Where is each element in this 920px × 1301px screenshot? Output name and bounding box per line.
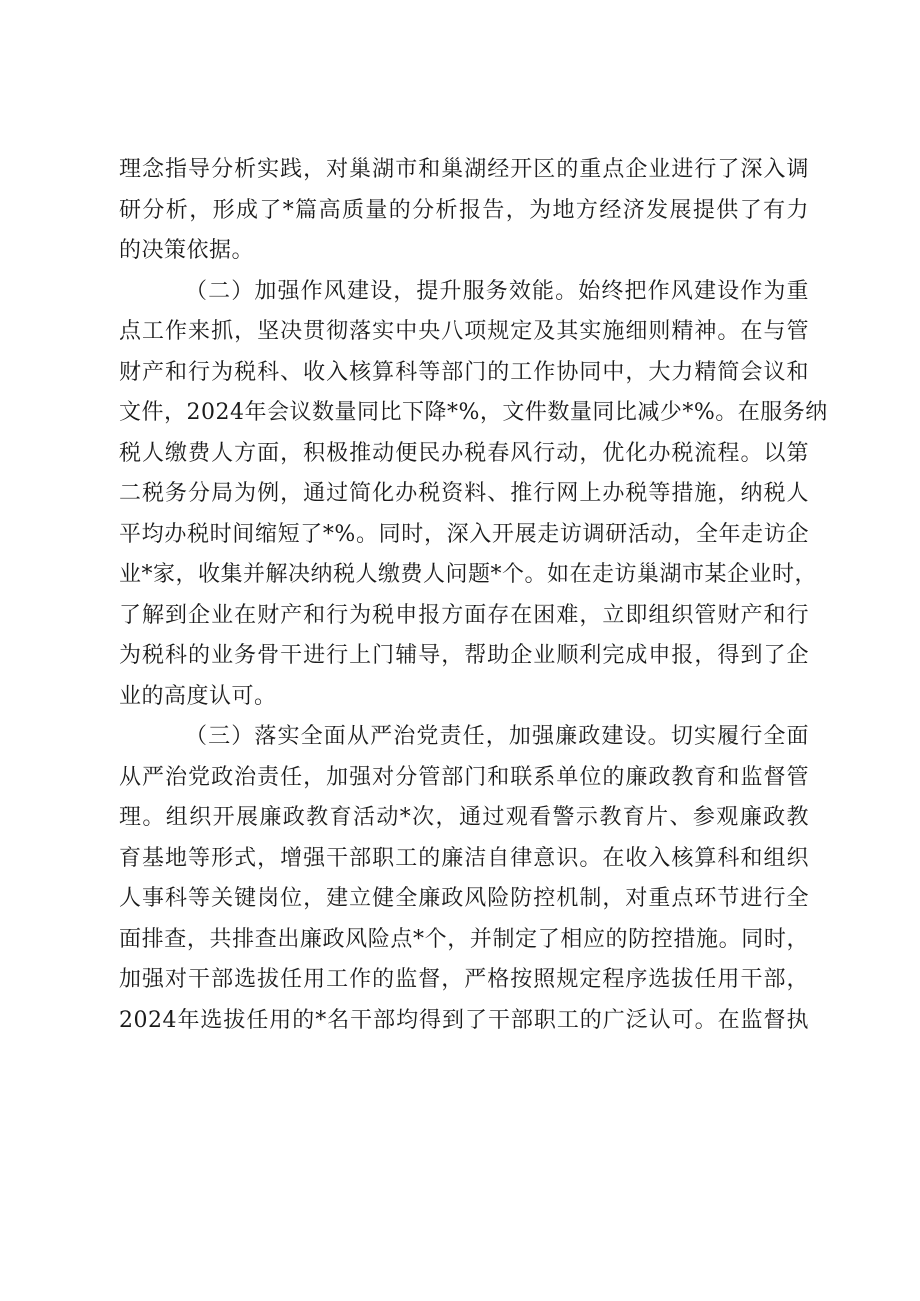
- p2-line: 业的高度认可。: [119, 683, 277, 709]
- p2-line: 二税务分局为例，通过简化办税资料、推行网上办税等措施，纳税人: [119, 481, 809, 506]
- p1-line: 研分析，形成了*篇高质量的分析报告，为地方经济发展提供了有力: [119, 197, 809, 223]
- p3-line: 育基地等形式，增强干部职工的廉洁自律意识。在收入核算科和组织: [119, 845, 809, 871]
- p2-line: 点工作来抓，坚决贯彻落实中央八项规定及其实施细则精神。在与管: [119, 319, 809, 344]
- p1-line: 的决策依据。: [119, 238, 255, 263]
- p2-line: 了解到企业在财产和行为税申报方面存在困难，立即组织管财产和行: [119, 602, 809, 628]
- body-text: [119, 150, 828, 1041]
- p3-line: 理。组织开展廉政教育活动*次，通过观看警示教育片、参观廉政教: [119, 805, 809, 830]
- p2-line: 为税科的业务骨干进行上门辅导，帮助企业顺利完成申报，得到了企: [119, 643, 809, 668]
- p2-line: 文件，2024年会议数量同比下降*%，文件数量同比减少*%。在服务纳: [119, 400, 828, 425]
- p2-line: 税人缴费人方面，积极推动便民办税春风行动，优化办税流程。以第: [119, 440, 809, 466]
- p1-line: 理念指导分析实践，对巢湖市和巢湖经开区的重点企业进行了深入调: [119, 157, 809, 182]
- p2-line: 业*家，收集并解决纳税人缴费人问题*个。如在走访巢湖市某企业时，: [119, 562, 818, 587]
- p3-line: 从严治党政治责任，加强对分管部门和联系单位的廉政教育和监督管: [119, 764, 809, 790]
- p3-line: 人事科等关键岗位，建立健全廉政风险防控机制，对重点环节进行全: [119, 886, 809, 911]
- p2-line: 财产和行为税科、收入核算科等部门的工作协同中，大力精简会议和: [119, 359, 809, 385]
- p3-line: 2024年选拔任用的*名干部均得到了干部职工的广泛认可。在监督执: [119, 1007, 809, 1033]
- p3-line: 面排查，共排查出廉政风险点*个，并制定了相应的防控措施。同时，: [119, 926, 809, 952]
- p2-line: 平均办税时间缩短了*%。同时，深入开展走访调研活动，全年走访企: [119, 521, 809, 547]
- p2-line: （二）加强作风建设，提升服务效能。始终把作风建设作为重: [185, 278, 809, 304]
- p3-line: （三）落实全面从严治党责任，加强廉政建设。切实履行全面: [185, 724, 809, 749]
- p3-line: 加强对干部选拔任用工作的监督，严格按照规定程序选拔任用干部，: [119, 967, 809, 992]
